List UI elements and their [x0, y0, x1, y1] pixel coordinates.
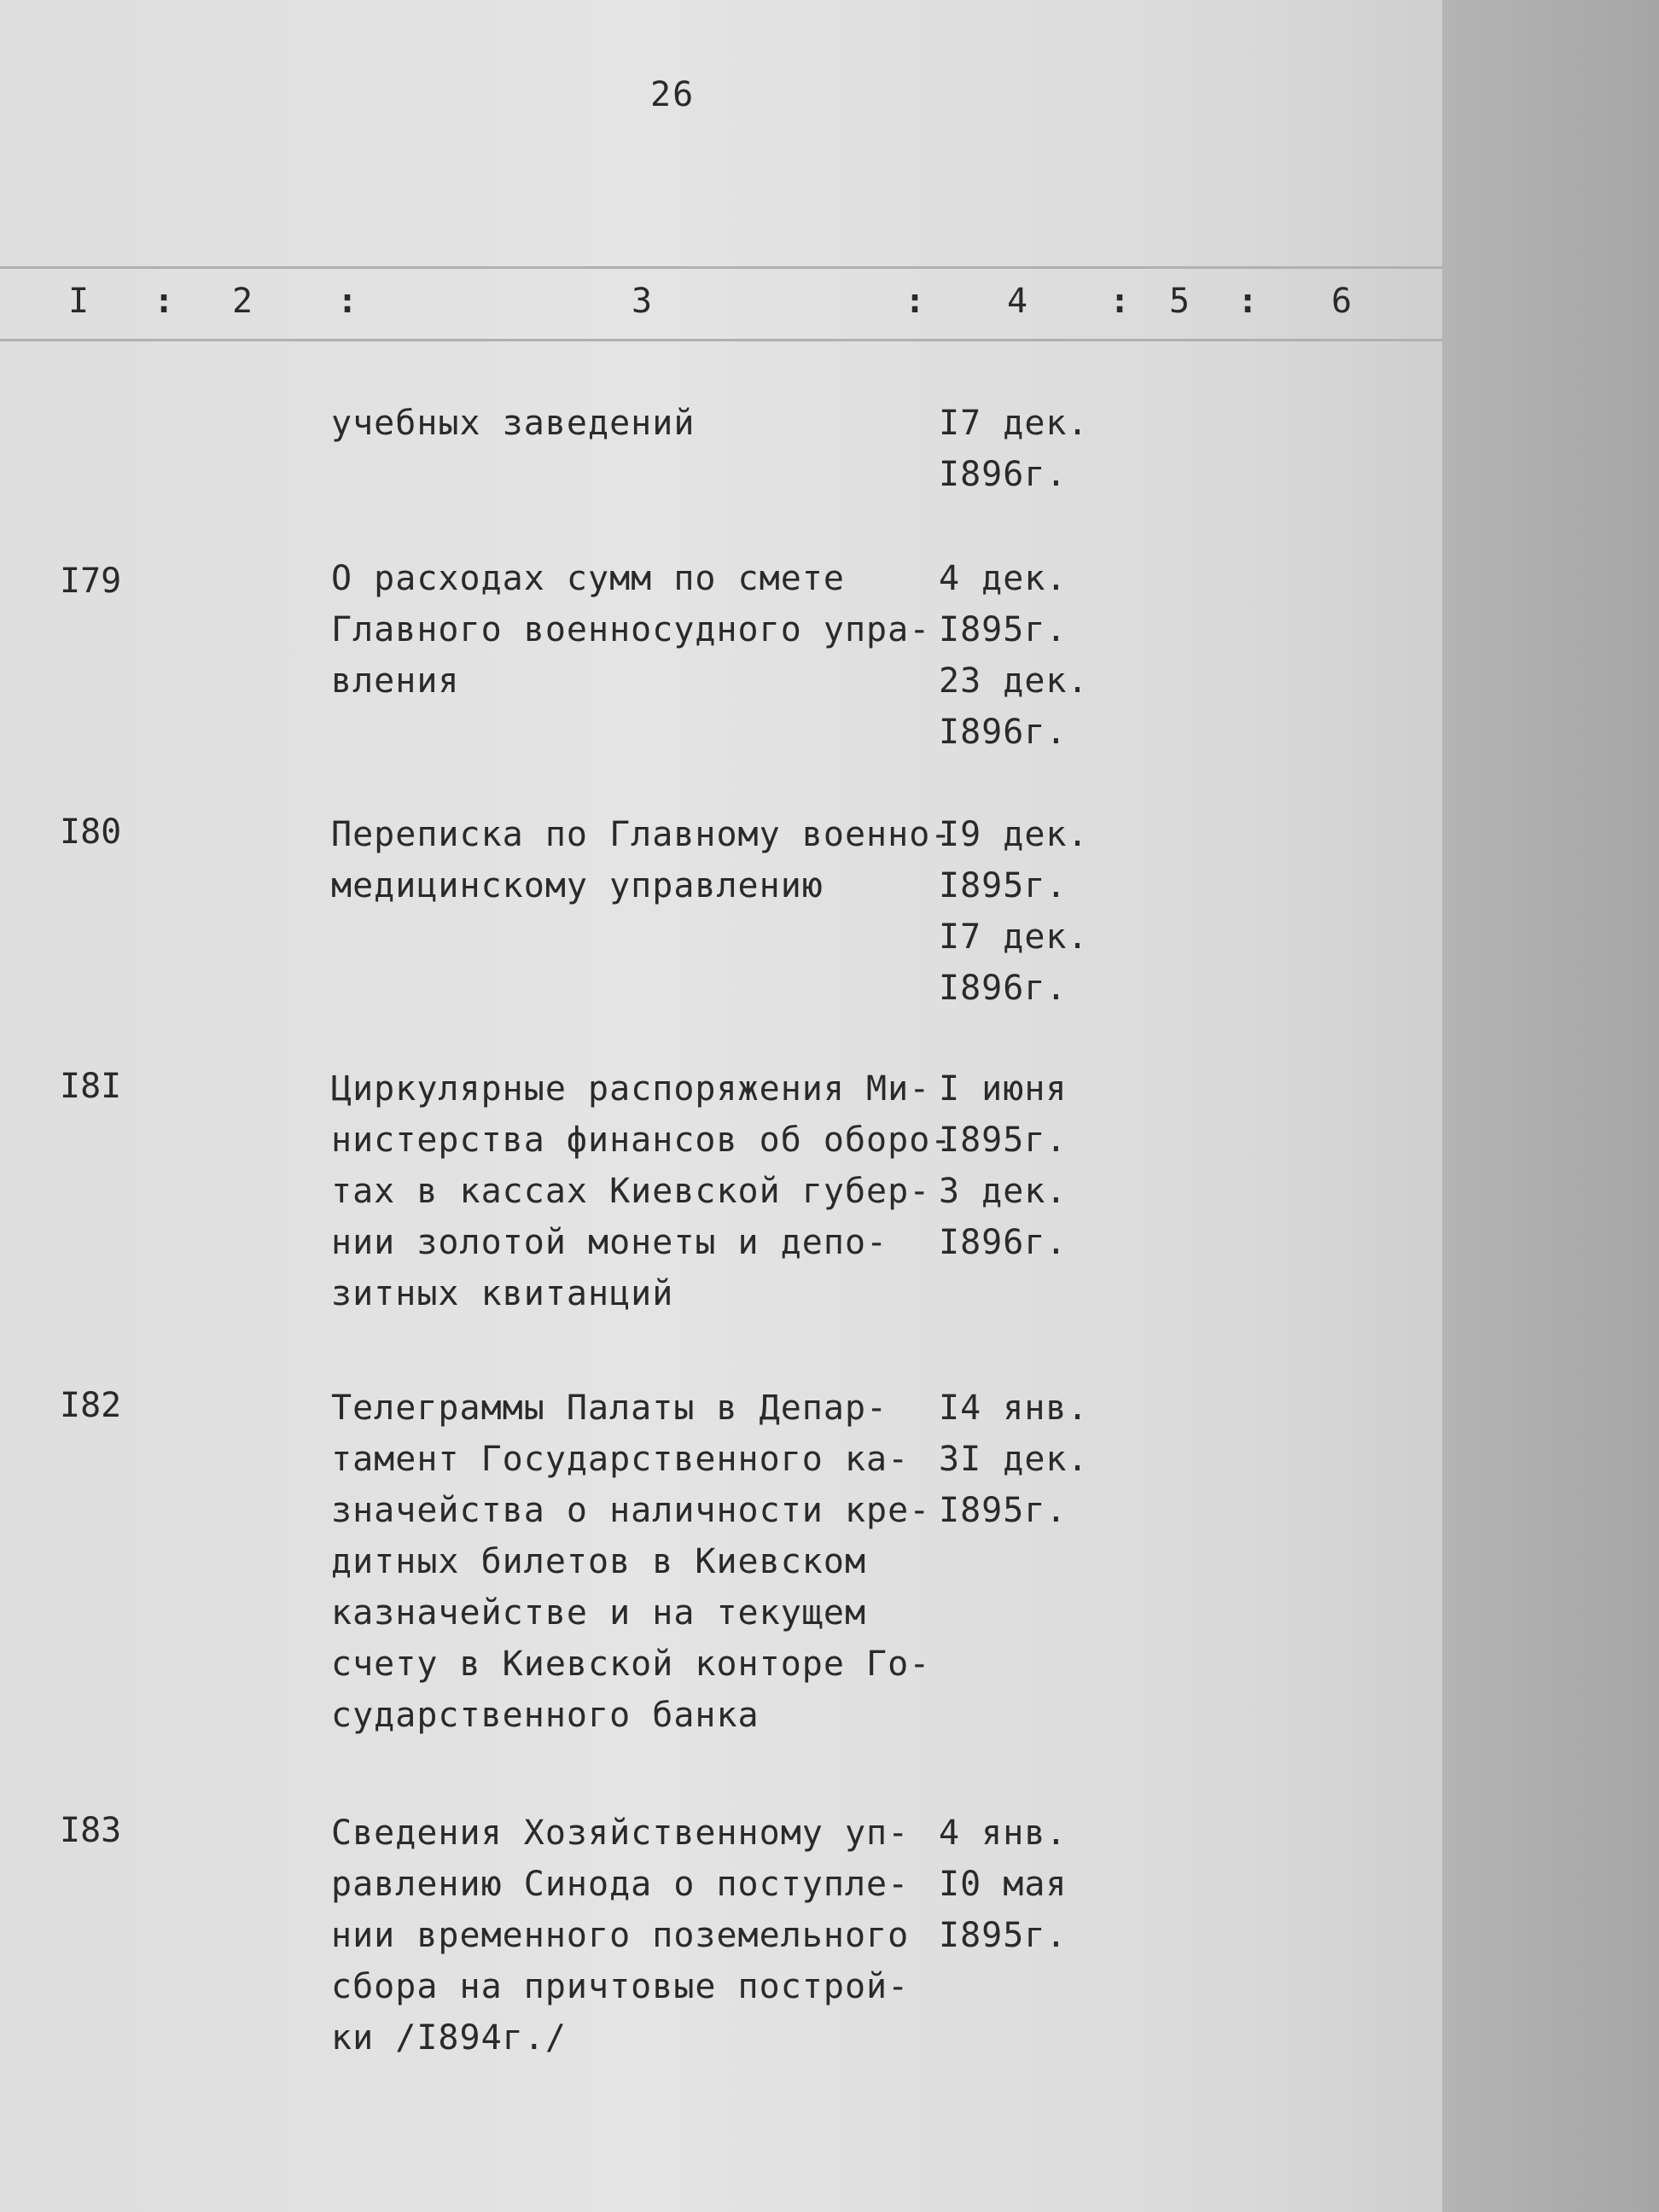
title-line: счету в Киевской конторе Го-	[331, 1644, 931, 1684]
date-line: I896г.	[939, 969, 1068, 1008]
title-line: Переписка по Главному военно-	[331, 815, 952, 854]
date-line: I896г.	[939, 1223, 1068, 1262]
title-line: дитных билетов в Киевском	[331, 1542, 867, 1581]
record-title	[331, 553, 946, 707]
title-line: сударственного банка	[331, 1696, 760, 1735]
title-line: значейства о наличности кре-	[331, 1491, 931, 1530]
header-col-1: I	[68, 282, 90, 321]
page-edge-shadow	[1442, 0, 1659, 2212]
title-line: учебных заведений	[331, 404, 696, 443]
title-line: Циркулярные распоряжения Ми-	[331, 1069, 931, 1109]
page-number: 26	[650, 75, 696, 114]
record-title	[331, 398, 946, 449]
title-line: нии временного поземельного	[331, 1916, 910, 1955]
date-line: I895г.	[939, 1121, 1068, 1160]
date-line: 3 дек.	[939, 1172, 1068, 1211]
date-line: I7 дек.	[939, 404, 1089, 443]
record-number: I80	[60, 812, 122, 852]
title-line: Главного военносудного упра-	[331, 610, 931, 649]
record-dates	[939, 1807, 1126, 1961]
date-line: I896г.	[939, 455, 1068, 494]
title-line: Телеграммы Палаты в Депар-	[331, 1388, 888, 1428]
date-line: 3I дек.	[939, 1440, 1089, 1479]
title-line: Сведения Хозяйственному уп-	[331, 1813, 910, 1853]
title-line: тамент Государственного ка-	[331, 1440, 910, 1479]
record-dates	[939, 553, 1126, 758]
header-col-6: 6	[1331, 282, 1353, 321]
record-number: I79	[60, 562, 122, 601]
date-line: I4 янв.	[939, 1388, 1089, 1428]
header-col-5: 5	[1169, 282, 1190, 321]
header-col-2: 2	[232, 282, 253, 321]
header-separator: :	[1109, 282, 1131, 321]
title-line: нистерства финансов об оборо-	[331, 1121, 952, 1160]
title-line: зитных квитанций	[331, 1274, 674, 1313]
record-title	[331, 1063, 952, 1319]
date-line: I июня	[939, 1069, 1068, 1109]
record-dates	[939, 809, 1126, 1014]
date-line: I895г.	[939, 1916, 1068, 1955]
date-line: I896г.	[939, 713, 1068, 752]
record-number: I82	[60, 1386, 122, 1425]
title-line: вления	[331, 661, 460, 701]
title-line: тах в кассах Киевской губер-	[331, 1172, 931, 1211]
title-line: ки /I894г./	[331, 2018, 567, 2058]
header-separator: :	[1237, 282, 1259, 321]
record-dates	[939, 1382, 1126, 1536]
title-line: равлению Синода о поступле-	[331, 1865, 910, 1904]
date-line: I895г.	[939, 1491, 1068, 1530]
title-line: нии золотой монеты и депо-	[331, 1223, 888, 1262]
header-separator: :	[154, 282, 175, 321]
record-title	[331, 1382, 946, 1741]
record-dates	[939, 398, 1126, 500]
date-line: 4 дек.	[939, 559, 1068, 598]
record-title	[331, 809, 952, 911]
date-line: I7 дек.	[939, 917, 1089, 957]
date-line: I895г.	[939, 866, 1068, 905]
header-separator: :	[337, 282, 358, 321]
column-header-band	[0, 266, 1442, 341]
title-line: сбора на причтовые построй-	[331, 1967, 910, 2006]
title-line: казначействе и на текущем	[331, 1593, 867, 1633]
header-col-3: 3	[632, 282, 653, 321]
record-title	[331, 1807, 946, 2064]
record-number: I83	[60, 1811, 122, 1850]
date-line: I0 мая	[939, 1865, 1068, 1904]
header-col-4: 4	[1007, 282, 1028, 321]
header-separator: :	[905, 282, 926, 321]
date-line: 23 дек.	[939, 661, 1089, 701]
date-line: I895г.	[939, 610, 1068, 649]
record-dates	[939, 1063, 1126, 1268]
date-line: 4 янв.	[939, 1813, 1068, 1853]
date-line: I9 дек.	[939, 815, 1089, 854]
title-line: О расходах сумм по смете	[331, 559, 845, 598]
record-number: I8I	[60, 1067, 122, 1106]
title-line: медицинскому управлению	[331, 866, 824, 905]
